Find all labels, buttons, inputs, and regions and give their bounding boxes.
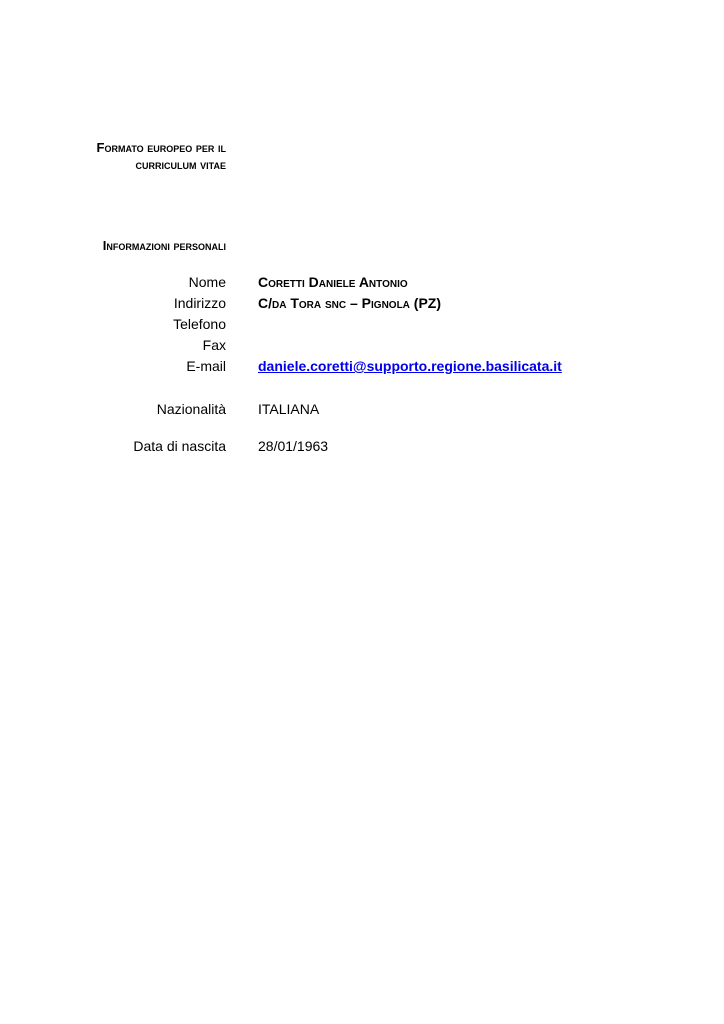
cv-title-line-2: curriculum vitae [135, 157, 226, 172]
nome-value: Coretti Daniele Antonio [258, 274, 408, 290]
nome-label: Nome [188, 274, 226, 290]
indirizzo-value: C/da Tora snc – Pignola (PZ) [258, 295, 442, 311]
indirizzo-label: Indirizzo [173, 295, 226, 311]
cv-title-line-1: Formato europeo per il [96, 140, 226, 155]
nazionalita-label: Nazionalità [156, 401, 226, 417]
data-nascita-value: 28/01/1963 [258, 438, 329, 454]
nazionalita-value: ITALIANA [258, 401, 320, 417]
section-title-personal-info: Informazioni personali [102, 238, 226, 253]
data-nascita-label: Data di nascita [133, 438, 226, 454]
email-link[interactable]: daniele.coretti@supporto.regione.basilicata.it [258, 358, 562, 374]
telefono-label: Telefono [173, 316, 226, 332]
fax-label: Fax [202, 337, 226, 353]
email-label: E-mail [186, 358, 226, 374]
